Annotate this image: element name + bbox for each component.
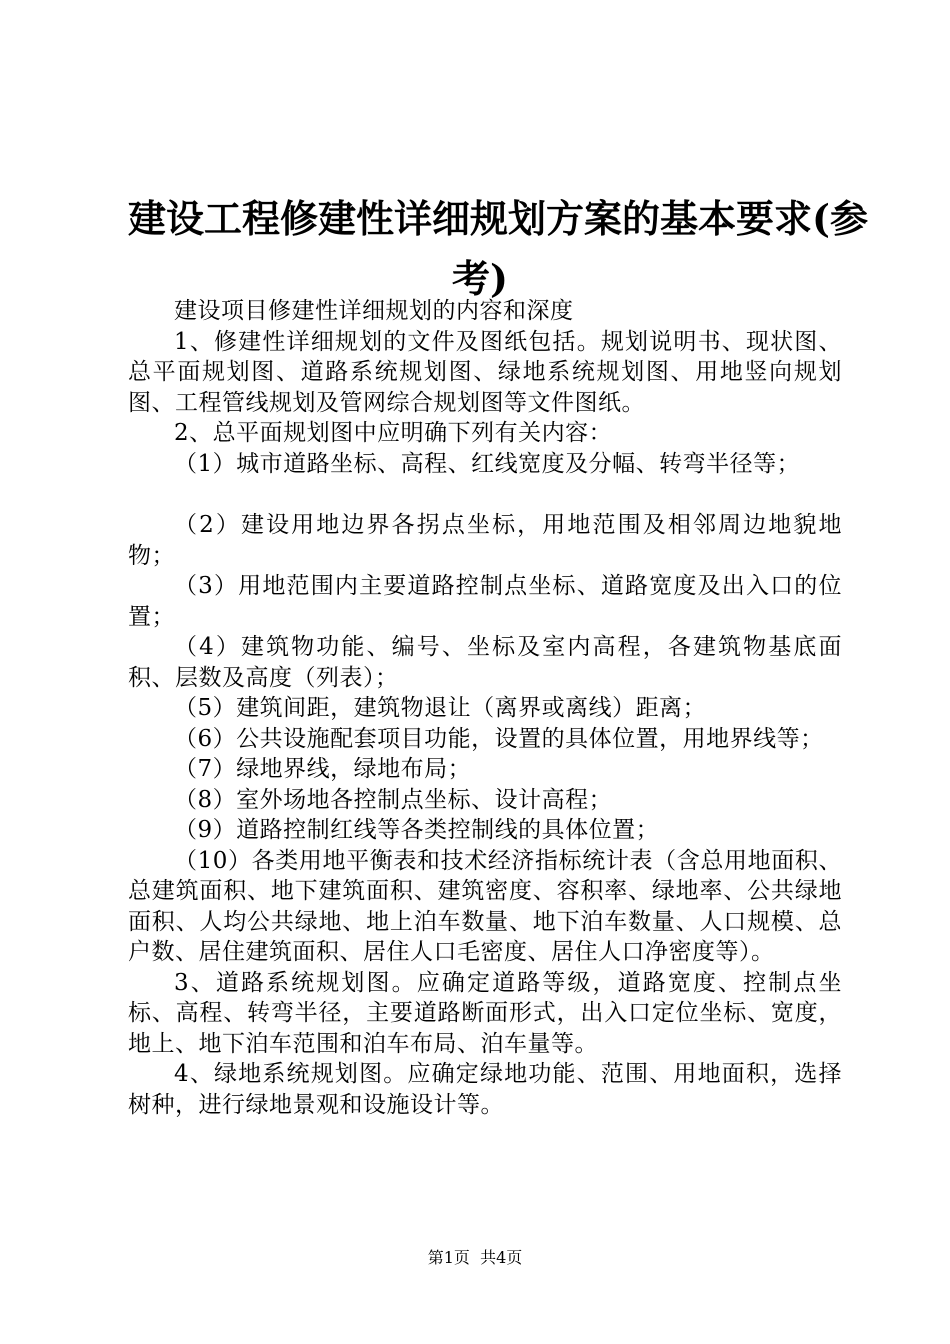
list-item-4: （4）建筑物功能、编号、坐标及室内高程，各建筑物基底面积、层数及高度（列表）；	[128, 634, 842, 691]
list-item-2: （2）建设用地边界各拐点坐标，用地范围及相邻周边地貌地物；	[128, 512, 842, 569]
page-footer: 第1页 共4页	[427, 1248, 523, 1267]
paragraph-item-2: 2、总平面规划图中应明确下列有关内容：	[174, 420, 613, 446]
paragraph-item-4: 4、绿地系统规划图。应确定绿地功能、范围、用地面积，选择树种，进行绿地景观和设施设计等。	[128, 1061, 842, 1118]
document-title-line-2: 考)	[452, 256, 508, 301]
list-item-7: （7）绿地界线，绿地布局；	[174, 756, 472, 782]
document-title-line-1: 建设工程修建性详细规划方案的基本要求(参	[128, 196, 868, 241]
document-body	[128, 296, 842, 1120]
list-item-5: （5）建筑间距，建筑物退让（离界或离线）距离；	[174, 695, 707, 721]
list-item-3: （3）用地范围内主要道路控制点坐标、道路宽度及出入口的位置；	[128, 573, 842, 630]
paragraph-item-3: 3、道路系统规划图。应确定道路等级，道路宽度、控制点坐标、高程、转弯半径，主要道路断面形式，出入口定位坐标、宽度，地上、地下泊车范围和泊车布局、泊车量等。	[128, 969, 842, 1057]
list-item-10: （10）各类用地平衡表和技术经济指标统计表（含总用地面积、总建筑面积、地下建筑面积、建筑密度、容积率、绿地率、公共绿地面积、人均公共绿地、地上泊车数量、地下泊车数量、人口规模、总户数、居住建筑面积、居住人口毛密度、居住人口净密度等）。	[128, 847, 842, 965]
list-item-8: （8）室外场地各控制点坐标、设计高程；	[174, 786, 613, 813]
paragraph-item-1: 1、修建性详细规划的文件及图纸包括。规划说明书、现状图、总平面规划图、道路系统规划图、绿地系统规划图、用地竖向规划图、工程管线规划及管网综合规划图等文件图纸。	[128, 328, 842, 416]
list-item-1: （1）城市道路坐标、高程、红线宽度及分幅、转弯半径等；	[174, 450, 801, 477]
list-item-6: （6）公共设施配套项目功能，设置的具体位置，用地界线等；	[174, 725, 824, 752]
section-heading: 建设项目修建性详细规划的内容和深度	[174, 298, 574, 324]
list-item-9: （9）道路控制红线等各类控制线的具体位置；	[174, 817, 660, 843]
